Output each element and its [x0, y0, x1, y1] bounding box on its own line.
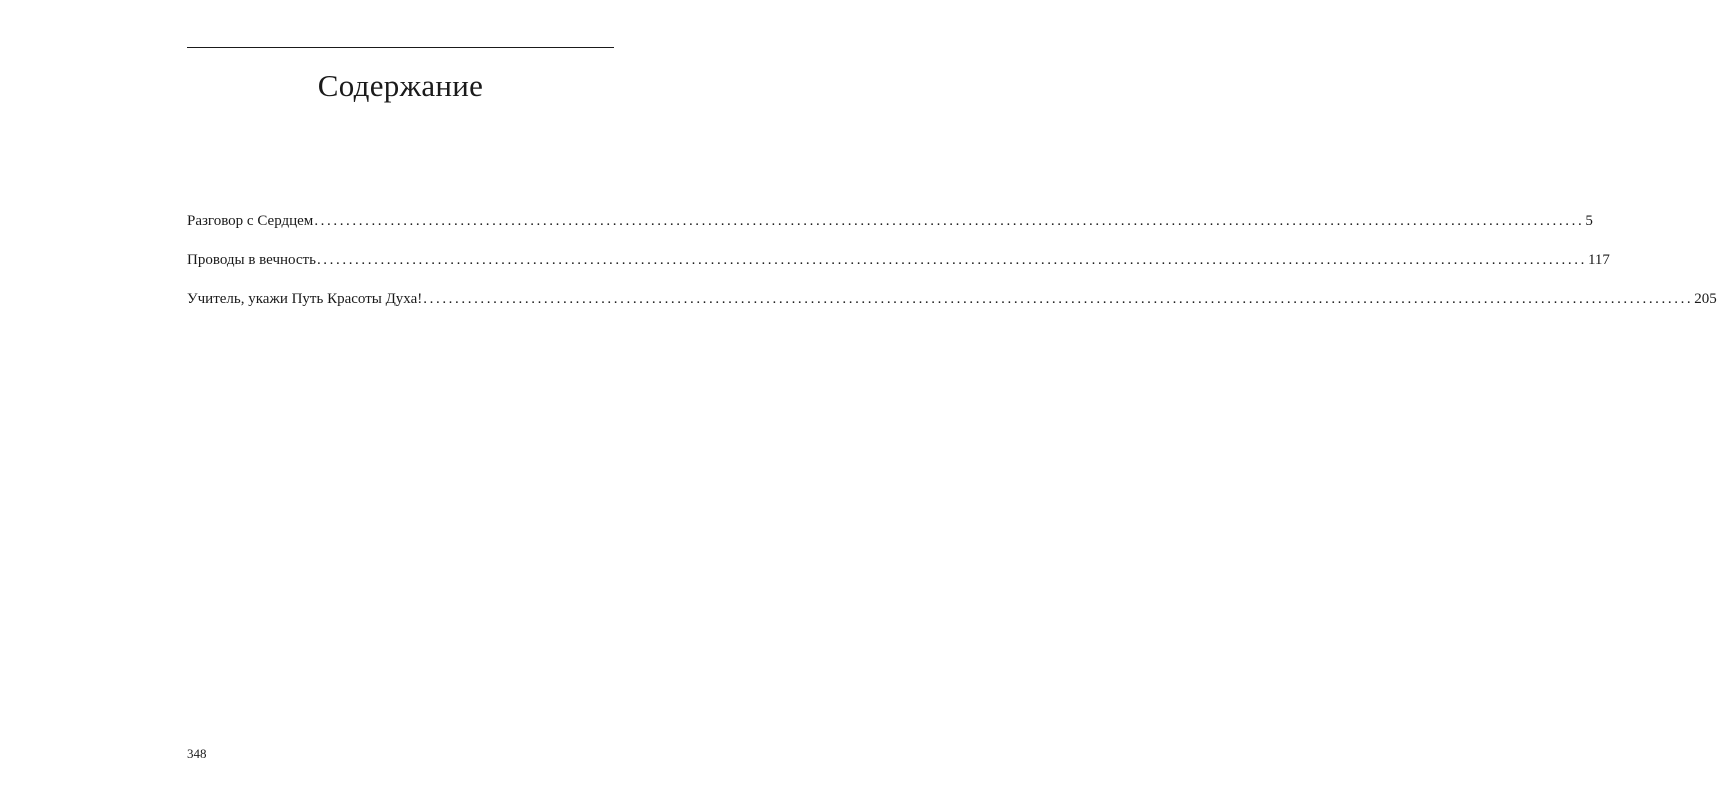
- toc-entry-page: 117: [1587, 252, 1610, 268]
- toc-entry-title: Разговор с Сердцем: [187, 213, 314, 229]
- toc-entry-title: Учитель, укажи Путь Красоты Духа!: [187, 291, 423, 307]
- toc-dot-leader: ........................................................................................................................................................................................................: [423, 291, 1694, 307]
- toc-dot-leader: ........................................................................................................................................................................................................: [316, 252, 1587, 268]
- toc-entry-title: Проводы в вечность: [187, 252, 316, 268]
- toc-entry: [187, 286, 1717, 325]
- toc-entry-page: 205: [1694, 291, 1717, 307]
- page-title: Содержание: [317, 68, 484, 103]
- table-of-contents: [187, 208, 1717, 325]
- toc-entry: [187, 247, 1610, 286]
- top-rule: [187, 47, 614, 48]
- page-number: 348: [187, 746, 207, 761]
- toc-entry: [187, 208, 1593, 247]
- toc-dot-leader: ........................................................................................................................................................................................................: [314, 213, 1585, 229]
- toc-entry-page: 5: [1585, 213, 1593, 229]
